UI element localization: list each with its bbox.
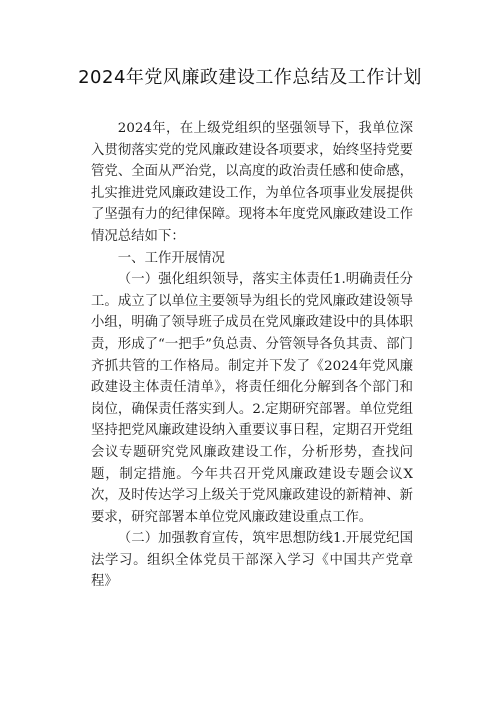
document-title: 2024年党风廉政建设工作总结及工作计划 [78,67,422,88]
document-body [91,118,413,593]
section-heading-work-status: 一、工作开展情况 [117,250,225,266]
subsection-education-publicity: （二）加强教育宣传，筑牢思想防线1.开展党纪国法学习。组织全体党员干部深入学习《中国共产党章程》 [91,531,413,590]
intro-paragraph: 2024年，在上级党组织的坚强领导下，我单位深入贯彻落实党的党风廉政建设各项要求，始终坚持党要管党、全面从严治党，以高度的政治责任感和使命感，扎实推进党风廉政建设工作，为单位各项事业发展提供了坚强有力的纪律保障。现将本年度党风廉政建设工作情况总结如下： [91,121,413,244]
subsection-organization-leadership: （一）强化组织领导，落实主体责任1.明确责任分工。成立了以单位主要领导为组长的党风廉政建设领导小组，明确了领导班子成员在党风廉政建设中的具体职责，形成了“一把手”负总责、分管领导各负其责、部门齐抓共管的工作格局。制定并下发了《2024年党风廉政建设主体责任清单》，将责任细化分解到各个部门和岗位，确保责任落实到人。2.定期研究部署。单位党组坚持把党风廉政建设纳入重要议事日程，定期召开党组会议专题研究党风廉政建设工作，分析形势，查找问题，制定措施。今年共召开党风廉政建设专题会议X次，及时传达学习上级关于党风廉政建设的新精神、新要求，研究部署本单位党风廉政建设重点工作。 [91,272,413,525]
